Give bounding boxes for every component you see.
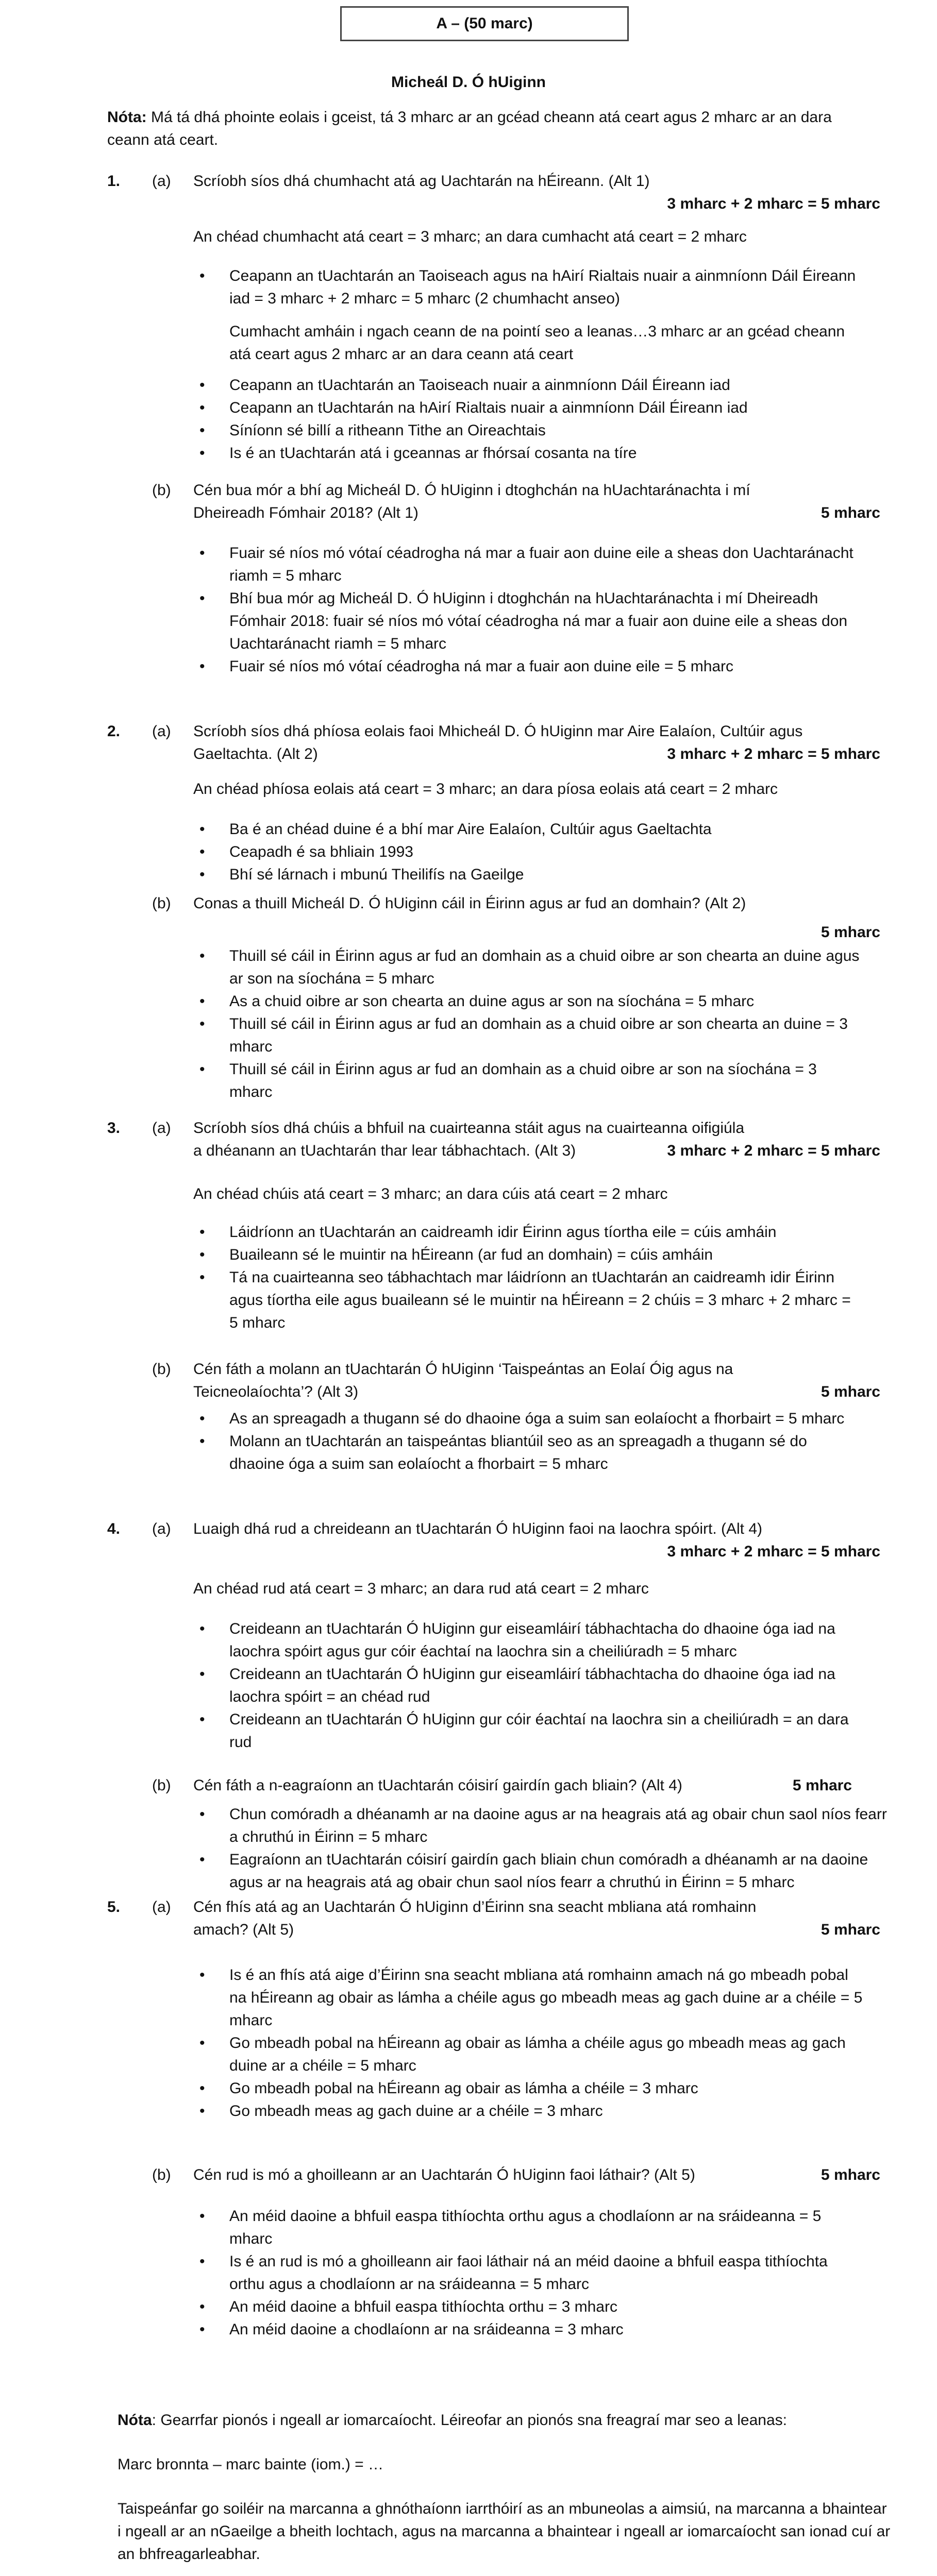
list-item: • As a chuid oibre ar son chearta an duine agus ar son na síochána = 5 mharc xyxy=(193,990,863,1013)
q3a-question-line2: a dhéanann an tUachtarán thar lear tábhachtach. (Alt 3) xyxy=(193,1142,576,1159)
list-item: • Is é an rud is mó a ghoilleann air faoi láthair ná an méid daoine a bhfuil easpa tithíochta orthu agus a chodlaíonn ar na sráideanna = 5 mharc xyxy=(193,2250,863,2296)
list-item: • Buaileann sé le muintir na hÉireann (ar fud an domhain) = cúis amháin xyxy=(193,1244,863,1266)
q3a-list xyxy=(193,1221,863,1334)
q5a-question-line1: Cén fhís atá ag an Uachtarán Ó hUiginn d’Éirinn sna seacht mbliana atá romhainn xyxy=(193,1899,757,1916)
q5b-question: Cén rud is mó a ghoilleann ar an Uachtarán Ó hUiginn faoi láthair? (Alt 5) xyxy=(193,2166,695,2183)
list-item: • Thuill sé cáil in Éirinn agus ar fud an domhain as a chuid oibre ar son na síochána = 3 mharc xyxy=(193,1058,863,1104)
list-item: • Fuair sé níos mó vótaí céadrogha ná mar a fuair aon duine eile a sheas don Uachtaránacht riamh = 5 mharc xyxy=(193,542,863,587)
q1a-rule: An chéad chumhacht atá ceart = 3 mharc; an dara cumhacht atá ceart = 2 mharc xyxy=(193,228,747,245)
q4a-question: Luaigh dhá rud a chreideann an tUachtarán Ó hUiginn faoi na laochra spóirt. (Alt 4) xyxy=(193,1520,763,1537)
list-item: • Thuill sé cáil in Éirinn agus ar fud an domhain as a chuid oibre ar son chearta an duine = 3 mharc xyxy=(193,1013,863,1058)
list-item: • Bhí sé lárnach i mbunú Theilifís na Gaeilge xyxy=(193,863,863,886)
q3b-question-line1: Cén fáth a molann an tUachtarán Ó hUiginn ‘Taispeántas an Eolaí Óig agus na xyxy=(193,1361,733,1378)
top-note xyxy=(107,106,870,151)
q5-number: 5. xyxy=(107,1899,121,1916)
q5b-letter: (b) xyxy=(152,2166,171,2183)
q5a-marks: 5 mharc xyxy=(821,1921,880,1938)
q2b-list xyxy=(193,945,863,1104)
q2a-list xyxy=(193,818,863,886)
list-item: • Eagraíonn an tUachtarán cóisirí gairdín gach bliain chun comóradh a dhéanamh ar na daoine agus ar na heagrais atá ag obair chun saol níos fearr a chruthú in Éirinn = 5 mharc xyxy=(193,1849,894,1894)
q4b-question: Cén fáth a n-eagraíonn an tUachtarán cóisirí gairdín gach bliain? (Alt 4) xyxy=(193,1777,682,1794)
q4b-marks: 5 mharc xyxy=(792,1777,852,1794)
q1a-sub-note: Cumhacht amháin i ngach ceann de na pointí seo a leanas…3 mharc ar an gcéad cheann atá ceart agus 2 mharc ar an dara ceann atá ceart xyxy=(229,323,845,363)
list-item: • An méid daoine a bhfuil easpa tithíochta orthu agus a chodlaíonn ar na sráideanna = 5 mharc xyxy=(193,2205,863,2250)
q4b-letter: (b) xyxy=(152,1777,171,1794)
q2a-letter: (a) xyxy=(152,723,171,740)
q4a-list xyxy=(193,1618,863,1754)
q3b-letter: (b) xyxy=(152,1361,171,1378)
q3b-list xyxy=(193,1408,863,1476)
list-item: • Ceapann an tUachtarán an Taoiseach nuair a ainmníonn Dáil Éireann iad xyxy=(193,374,863,397)
list-item: • Is é an tUachtarán atá i gceannas ar fhórsaí cosanta na tíre xyxy=(193,442,863,465)
q2b-question: Conas a thuill Micheál D. Ó hUiginn cáil in Éirinn agus ar fud an domhain? (Alt 2) xyxy=(193,895,746,912)
list-item: • Go mbeadh meas ag gach duine ar a chéile = 3 mharc xyxy=(193,2100,863,2123)
footer-note-label: Nóta xyxy=(118,2412,152,2429)
q2a-question-line1: Scríobh síos dhá phíosa eolais faoi Mhicheál D. Ó hUiginn mar Aire Ealaíon, Cultúir agus xyxy=(193,723,803,740)
footer-paragraph: Taispeánfar go soiléir na marcanna a ghnóthaíonn iarrthóirí as an mbuneolas a aimsiú, na marcanna a bhaintear i ngeall ar an nGaeilge a bheith lochtach, agus na marcanna a bhaintear i ngeall ar iomarcaíocht san ionad cuí ar an bhfreagarleabhar. xyxy=(118,2500,891,2563)
list-item: • Bhí bua mór ag Micheál D. Ó hUiginn i dtoghchán na hUachtaránachta i mí Dheireadh Fómhair 2018: fuair sé níos mó vótaí céadrogha ná mar a fuair aon duine eile a sheas don Uachtaránacht riamh = 5 mharc xyxy=(193,587,863,655)
q3a-rule: An chéad chúis atá ceart = 3 mharc; an dara cúis atá ceart = 2 mharc xyxy=(193,1185,668,1202)
q1a-list-2 xyxy=(193,374,863,465)
q1b-question: Cén bua mór a bhí ag Micheál D. Ó hUiginn i dtoghchán na hUachtaránachta i mí Dheireadh Fómhair 2018? (Alt 1) xyxy=(193,482,750,521)
q4a-marks: 3 mharc + 2 mharc = 5 mharc xyxy=(667,1543,880,1560)
q3b-question-line2: Teicneolaíochta’? (Alt 3) xyxy=(193,1383,359,1400)
list-item: • Láidríonn an tUachtarán an caidreamh idir Éirinn agus tíortha eile = cúis amháin xyxy=(193,1221,863,1244)
q1a-question: Scríobh síos dhá chumhacht atá ag Uachtarán na hÉireann. (Alt 1) xyxy=(193,173,650,190)
top-rule xyxy=(0,0,937,2)
q4b-list xyxy=(193,1803,894,1894)
q3a-marks: 3 mharc + 2 mharc = 5 mharc xyxy=(667,1142,880,1159)
list-item: • Creideann an tUachtarán Ó hUiginn gur eiseamláirí tábhachtacha do dhaoine óga iad na laochra spóirt agus gur cóir éachtaí na laochra sin a cheiliúradh = 5 mharc xyxy=(193,1618,863,1663)
list-item: • Go mbeadh pobal na hÉireann ag obair as lámha a chéile = 3 mharc xyxy=(193,2077,863,2100)
top-note-label: Nóta: xyxy=(107,109,147,126)
list-item: • Creideann an tUachtarán Ó hUiginn gur cóir éachtaí na laochra sin a cheiliúradh = an dara rud xyxy=(193,1708,863,1754)
q1a-marks: 3 mharc + 2 mharc = 5 mharc xyxy=(667,195,880,212)
list-item: • An méid daoine a chodlaíonn ar na sráideanna = 3 mharc xyxy=(193,2318,863,2341)
list-item: • Go mbeadh pobal na hÉireann ag obair as lámha a chéile agus go mbeadh meas ag gach duine ar a chéile = 5 mharc xyxy=(193,2032,863,2077)
page-title: Micheál D. Ó hUiginn xyxy=(391,74,546,91)
list-item: • Ceapann an tUachtarán an Taoiseach agus na hAirí Rialtais nuair a ainmníonn Dáil Éireann iad = 3 mharc + 2 mharc = 5 mharc (2 chumhacht anseo) xyxy=(193,265,863,310)
list-item: • Ba é an chéad duine é a bhí mar Aire Ealaíon, Cultúir agus Gaeltachta xyxy=(193,818,863,841)
q1b-marks: 5 mharc xyxy=(821,504,880,521)
q1b-letter: (b) xyxy=(152,482,171,499)
q3b-marks: 5 mharc xyxy=(821,1383,880,1400)
q1-number: 1. xyxy=(107,173,121,190)
list-item: • Ceapadh é sa bhliain 1993 xyxy=(193,841,863,863)
q1a-list-1 xyxy=(193,265,863,310)
q2a-marks: 3 mharc + 2 mharc = 5 mharc xyxy=(667,745,880,762)
q3-number: 3. xyxy=(107,1120,121,1137)
q2b-letter: (b) xyxy=(152,895,171,912)
q5b-list xyxy=(193,2205,863,2341)
q4a-letter: (a) xyxy=(152,1520,171,1537)
q2a-rule: An chéad phíosa eolais atá ceart = 3 mharc; an dara píosa eolais atá ceart = 2 mharc xyxy=(193,781,778,798)
list-item: • As an spreagadh a thugann sé do dhaoine óga a suim san eolaíocht a fhorbairt = 5 mharc xyxy=(193,1408,863,1430)
q5a-list xyxy=(193,1964,863,2123)
q1a-letter: (a) xyxy=(152,173,171,190)
q1b-list xyxy=(193,542,863,678)
q4a-rule: An chéad rud atá ceart = 3 mharc; an dara rud atá ceart = 2 mharc xyxy=(193,1580,649,1597)
list-item: • Molann an tUachtarán an taispeántas bliantúil seo as an spreagadh a thugann sé do dhaoine óga a suim san eolaíocht a fhorbairt = 5 mharc xyxy=(193,1430,863,1476)
q5b-marks: 5 mharc xyxy=(821,2166,880,2183)
list-item: • Is é an fhís atá aige d’Éirinn sna seacht mbliana atá romhainn amach ná go mbeadh pobal na hÉireann ag obair as lámha a chéile agus go mbeadh meas ag gach duine ar a chéile = 5 mharc xyxy=(193,1964,863,2032)
list-item: • Ceapann an tUachtarán na hAirí Rialtais nuair a ainmníonn Dáil Éireann iad xyxy=(193,397,863,419)
list-item: • An méid daoine a bhfuil easpa tithíochta orthu = 3 mharc xyxy=(193,2296,863,2318)
q2a-question-line2: Gaeltachta. (Alt 2) xyxy=(193,745,318,762)
list-item: • Creideann an tUachtarán Ó hUiginn gur eiseamláirí tábhachtacha do dhaoine óga iad na laochra spóirt = an chéad rud xyxy=(193,1663,863,1708)
q2b-marks: 5 mharc xyxy=(821,924,880,941)
list-item: • Tá na cuairteanna seo tábhachtach mar láidríonn an tUachtarán an caidreamh idir Éirinn agus tíortha eile agus buaileann sé le muintir na hÉireann = 2 chúis = 3 mharc + 2 mharc = 5 mharc xyxy=(193,1266,863,1334)
q3a-letter: (a) xyxy=(152,1120,171,1137)
footer-note xyxy=(118,2409,880,2432)
q2-number: 2. xyxy=(107,723,121,740)
footer-formula: Marc bronnta – marc bainte (iom.) = … xyxy=(118,2456,384,2473)
q3a-question-line1: Scríobh síos dhá chúis a bhfuil na cuairteanna stáit agus na cuairteanna oifigiúla xyxy=(193,1120,745,1137)
list-item: • Thuill sé cáil in Éirinn agus ar fud an domhain as a chuid oibre ar son chearta an duine agus ar son na síochána = 5 mharc xyxy=(193,945,863,990)
list-item: • Síníonn sé billí a ritheann Tithe an Oireachtais xyxy=(193,419,863,442)
section-header: A – (50 marc) xyxy=(340,6,629,41)
footer-note-text: : Gearrfar pionós i ngeall ar iomarcaíocht. Léireofar an pionós sna freagraí mar seo a leanas: xyxy=(152,2412,788,2429)
top-note-text: Má tá dhá phointe eolais i gceist, tá 3 mharc ar an gcéad cheann atá ceart agus 2 mharc ar an dara ceann atá ceart. xyxy=(107,109,832,148)
q5a-question-line2: amach? (Alt 5) xyxy=(193,1921,294,1938)
q4-number: 4. xyxy=(107,1520,121,1537)
list-item: • Fuair sé níos mó vótaí céadrogha ná mar a fuair aon duine eile = 5 mharc xyxy=(193,655,863,678)
q5a-letter: (a) xyxy=(152,1899,171,1916)
list-item: • Chun comóradh a dhéanamh ar na daoine agus ar na heagrais atá ag obair chun saol níos fearr a chruthú in Éirinn = 5 mharc xyxy=(193,1803,894,1849)
